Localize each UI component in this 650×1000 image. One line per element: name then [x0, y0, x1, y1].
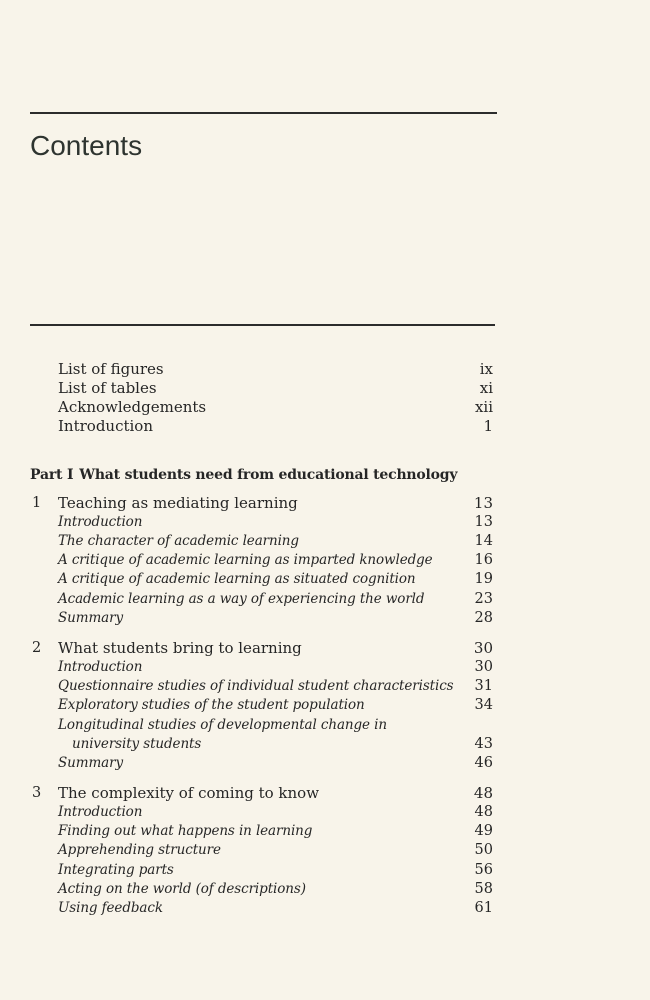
toc-section	[0, 513, 650, 532]
section-title: Academic learning as a way of experiencing the world	[58, 591, 425, 607]
toc-section	[0, 899, 650, 918]
toc-label: List of tables	[58, 379, 157, 397]
toc-page: 46	[474, 755, 493, 771]
section-title: A critique of academic learning as imparted knowledge	[58, 552, 433, 568]
toc-page: 30	[473, 639, 493, 657]
toc-front-item	[0, 417, 650, 436]
section-title: Summary	[58, 755, 123, 771]
chapter-title: Teaching as mediating learning	[58, 494, 298, 512]
section-title: The character of academic learning	[58, 533, 299, 549]
toc-section	[0, 696, 650, 715]
section-title: Integrating parts	[58, 862, 174, 878]
toc-page: 13	[473, 494, 493, 512]
section-title: Summary	[58, 610, 123, 626]
chapter-number: 2	[32, 640, 42, 656]
toc-page: 28	[474, 610, 493, 626]
toc-page: 31	[474, 678, 493, 694]
toc-section	[0, 590, 650, 609]
middle-rule	[30, 324, 495, 326]
toc-page: xi	[479, 379, 493, 397]
section-title: Acting on the world (of descriptions)	[58, 881, 306, 897]
toc-section	[0, 841, 650, 860]
toc-chapter	[0, 639, 650, 658]
toc-section	[0, 716, 650, 735]
part-heading	[30, 465, 630, 485]
toc-front-item	[0, 398, 650, 417]
toc-chapter	[0, 784, 650, 803]
section-title: Introduction	[58, 804, 143, 820]
section-title: Introduction	[58, 659, 143, 675]
page-title: Contents	[30, 130, 143, 161]
chapter-number: 1	[32, 495, 42, 511]
toc-label: Introduction	[58, 417, 153, 435]
toc-page: 48	[474, 804, 493, 820]
toc-section	[0, 532, 650, 551]
toc-page: 50	[474, 842, 493, 858]
toc-front-item	[0, 360, 650, 379]
toc-page: 1	[483, 417, 493, 435]
toc-page: 30	[474, 659, 493, 675]
toc-page: 49	[474, 823, 493, 839]
top-rule	[30, 112, 497, 114]
section-title: Longitudinal studies of developmental change in	[58, 717, 387, 733]
toc-section	[0, 822, 650, 841]
section-title: Introduction	[58, 514, 143, 530]
toc-section	[0, 551, 650, 570]
toc-section	[0, 658, 650, 677]
toc-page: 14	[474, 533, 493, 549]
toc-section	[0, 880, 650, 899]
section-title: Using feedback	[58, 900, 163, 916]
toc-page: 19	[474, 571, 493, 587]
toc-page: 34	[474, 697, 493, 713]
toc-page: 56	[474, 862, 493, 878]
section-title: Apprehending structure	[58, 842, 221, 858]
toc-page: 61	[474, 900, 493, 916]
toc-section-continued	[0, 735, 650, 754]
section-title: Questionnaire studies of individual student characteristics	[58, 678, 454, 694]
toc-section	[0, 754, 650, 773]
toc-page: ix	[479, 360, 493, 378]
toc-section	[0, 609, 650, 628]
toc-page: xii	[474, 398, 493, 416]
toc-front-item	[0, 379, 650, 398]
chapter-title: The complexity of coming to know	[58, 784, 320, 802]
section-title: university students	[72, 736, 202, 752]
toc-section	[0, 803, 650, 822]
section-title: Finding out what happens in learning	[58, 823, 313, 839]
toc-page: 23	[474, 591, 493, 607]
chapter-title: What students bring to learning	[58, 639, 302, 657]
section-title: Exploratory studies of the student population	[58, 697, 365, 713]
toc-label: List of figures	[58, 360, 164, 378]
toc-label: Acknowledgements	[58, 398, 207, 416]
toc-section	[0, 570, 650, 589]
toc-page: 13	[474, 514, 493, 530]
toc-page: 16	[474, 552, 493, 568]
toc-section	[0, 861, 650, 880]
toc-section	[0, 677, 650, 696]
part-title: What students need from educational technology	[79, 467, 458, 483]
toc-chapter	[0, 494, 650, 513]
part-number: Part I	[30, 467, 74, 483]
chapter-number: 3	[32, 785, 42, 801]
toc-page: 48	[473, 784, 493, 802]
toc-page: 43	[474, 736, 493, 752]
toc-page: 58	[474, 881, 493, 897]
section-title: A critique of academic learning as situated cognition	[58, 571, 416, 587]
